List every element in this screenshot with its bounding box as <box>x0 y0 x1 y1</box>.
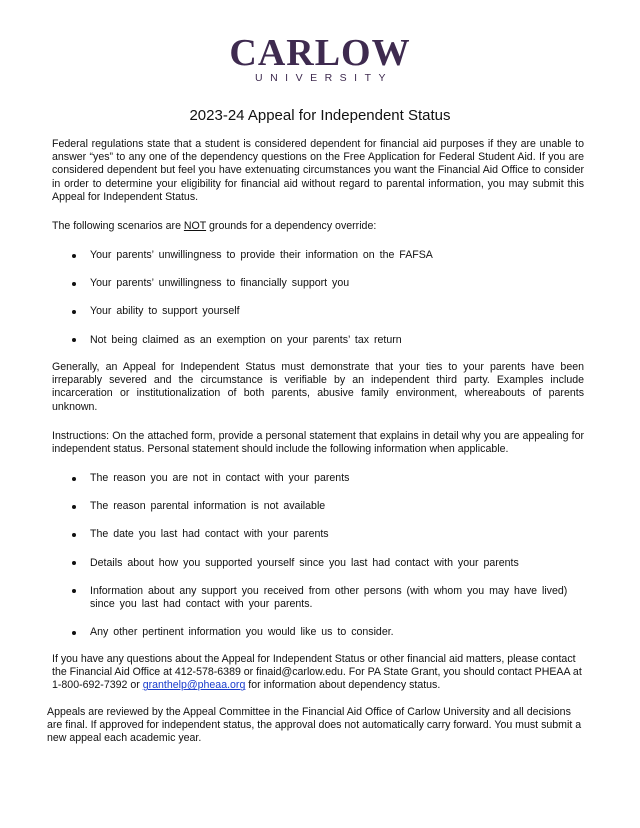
scenarios-lead-after: grounds for a dependency override: <box>206 220 377 232</box>
scenarios-lead-emphasis: NOT <box>183 220 207 232</box>
pheaa-email-link[interactable]: granthelp@pheaa.org <box>142 679 246 692</box>
contact-text-after: for information about dependency status. <box>245 679 441 692</box>
page-title: 2023-24 Appeal for Independent Status <box>189 107 451 124</box>
intro-paragraph: Federal regulations state that a student is considered dependent for financial aid purposes if they are unable to answer “yes” to any one of the dependency questions on the Free Application for Federal Student Aid. If you are considered dependent but feel you have extenuating circumstances you want the Financial Aid Office to consider in order to determine your eligibility for financial aid without regard to parental information, you may submit this Appeal for Independent Status. <box>52 138 584 203</box>
scenarios-list <box>72 249 572 347</box>
scenarios-lead <box>52 220 584 233</box>
list-item: Not being claimed as an exemption on your parents’ tax return <box>72 334 572 347</box>
list-item: Any other pertinent information you would like us to consider. <box>72 626 572 639</box>
instructions-list <box>72 472 572 639</box>
contact-paragraph <box>52 653 584 693</box>
logo-subtitle: UNIVERSITY <box>254 72 393 84</box>
logo-wordmark: CARLOW <box>229 32 411 74</box>
scenarios-lead-before: The following scenarios are <box>52 220 184 232</box>
list-item: Your parents’ unwillingness to provide their information on the FAFSA <box>72 249 572 262</box>
instructions-paragraph: Instructions: On the attached form, provide a personal statement that explains in detail why you are appealing for independent status. Personal statement should include the following information when applicable. <box>52 430 584 456</box>
list-item: Information about any support you received from other persons (with whom you may have lived) since you last had contact with your parents. <box>72 585 572 611</box>
list-item: The date you last had contact with your parents <box>72 528 572 541</box>
list-item: Your ability to support yourself <box>72 305 572 318</box>
list-item: The reason parental information is not available <box>72 500 572 513</box>
list-item: Your parents’ unwillingness to financially support you <box>72 277 572 290</box>
closing-paragraph: Appeals are reviewed by the Appeal Committee in the Financial Aid Office of Carlow University and all decisions are final. If approved for independent status, the approval does not automatically carry forward. You must submit a new appeal each academic year. <box>47 706 582 745</box>
carlow-logo <box>0 34 640 84</box>
generally-paragraph: Generally, an Appeal for Independent Status must demonstrate that your ties to your parents have been irreparably severed and the circumstance is verifiable by an independent third party. Examples include incarceration or institutionalization of both parents, abusive family environment, whereabouts of parents unknown. <box>52 361 584 413</box>
list-item: The reason you are not in contact with your parents <box>72 472 572 485</box>
contact-text-before: If you have any questions about the Appeal for Independent Status or other financial aid matters, please contact the Financial Aid Office at 412-578-6389 or finaid@carlow.edu. For PA State Grant, you should contact PHEAA at 1-800-692-7392 or <box>52 653 582 692</box>
list-item: Details about how you supported yourself since you last had contact with your parents <box>72 557 572 570</box>
